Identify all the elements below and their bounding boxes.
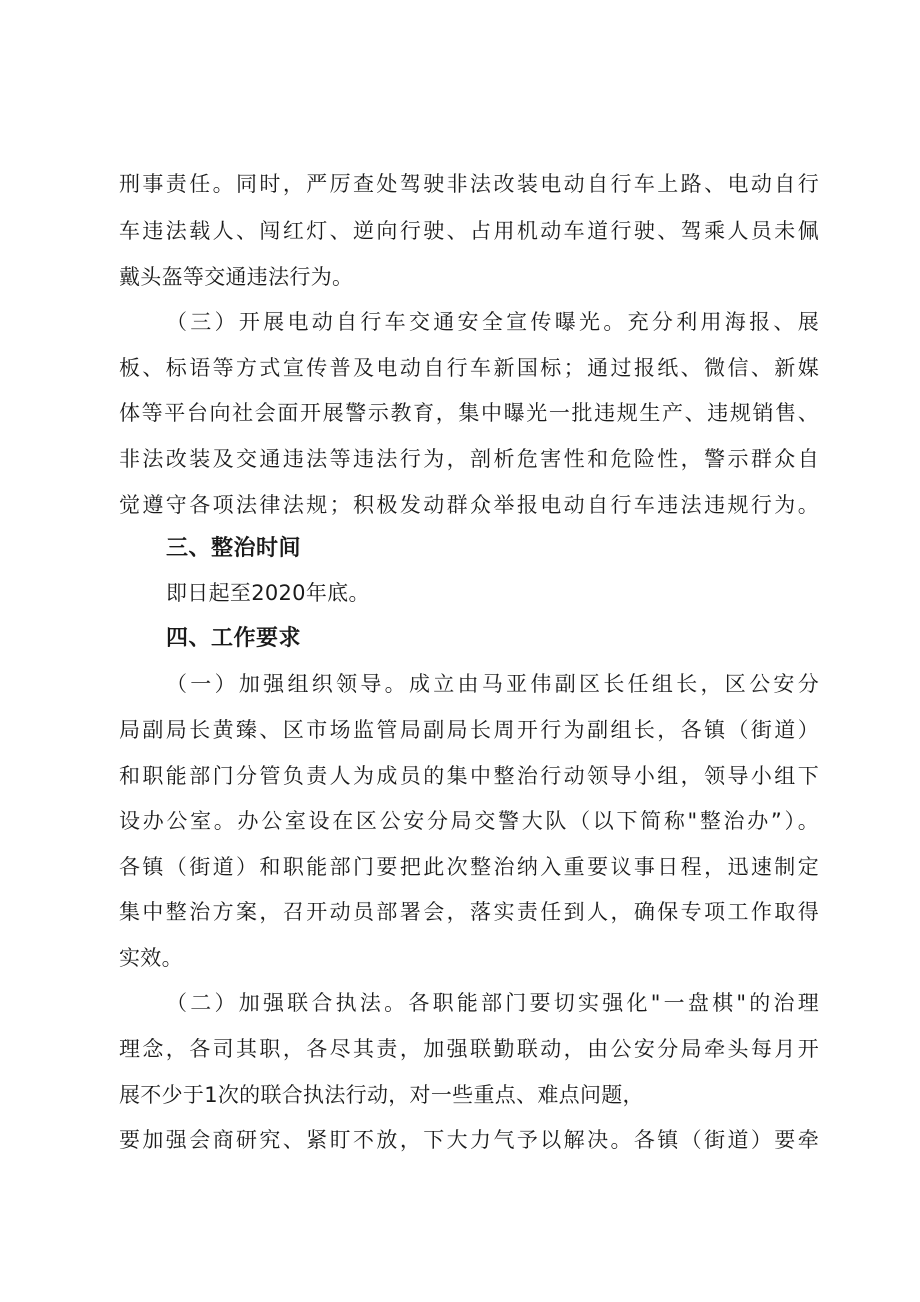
- paragraph-line: 要加强会商研究、紧盯不放，下大力气予以解决。各镇（街道）要牵: [119, 1128, 819, 1152]
- paragraph-line: （二）加强联合执法。各职能部门要切实强化"一盘棋"的治理: [166, 991, 819, 1015]
- paragraph-line: 和职能部门分管负责人为成员的集中整治行动领导小组，领导小组下: [119, 764, 819, 788]
- paragraph-line: 实效。: [119, 946, 183, 970]
- paragraph-line: 设办公室。办公室设在区公安分局交警大队（以下简称"整治办”）。: [119, 809, 819, 833]
- paragraph-line: （三）开展电动自行车交通安全宣传曝光。充分利用海报、展: [166, 310, 819, 334]
- paragraph-line: 集中整治方案，召开动员部署会，落实责任到人，确保专项工作取得: [119, 900, 819, 924]
- paragraph-line: 理念，各司其职，各尽其责，加强联勤联动，由公安分局牵头每月开: [119, 1037, 819, 1061]
- paragraph-line: 各镇（街道）和职能部门要把此次整治纳入重要议事日程，迅速制定: [119, 855, 819, 879]
- section-heading: 四、工作要求: [166, 626, 302, 651]
- paragraph-line: 局副局长黄臻、区市场监管局副局长周开行为副组长，各镇（街道）: [119, 718, 819, 742]
- paragraph-line: 非法改装及交通违法等违法行为，剖析危害性和危险性，警示群众自: [119, 447, 819, 471]
- paragraph-line: 即日起至2020年底。: [166, 581, 370, 605]
- paragraph-line: 刑事责任。同时，严厉查处驾驶非法改装电动自行车上路、电动自行: [119, 172, 819, 196]
- paragraph-line: 体等平台向社会面开展警示教育，集中曝光一批违规生产、违规销售、: [119, 401, 819, 425]
- paragraph-line: 觉遵守各项法律法规；积极发动群众举报电动自行车违法违规行为。: [119, 493, 819, 517]
- paragraph-line: 戴头盔等交通违法行为。: [119, 265, 354, 289]
- paragraph-line: 板、标语等方式宣传普及电动自行车新国标；通过报纸、微信、新媒: [119, 356, 819, 380]
- section-heading: 三、整治时间: [166, 536, 302, 561]
- paragraph-line: 展不少于1次的联合执法行动，对一些重点、难点问题，: [119, 1083, 644, 1107]
- paragraph-line: （一）加强组织领导。成立由马亚伟副区长任组长，区公安分: [166, 672, 819, 696]
- paragraph-line: 车违法载人、闯红灯、逆向行驶、占用机动车道行驶、驾乘人员未佩: [119, 219, 819, 243]
